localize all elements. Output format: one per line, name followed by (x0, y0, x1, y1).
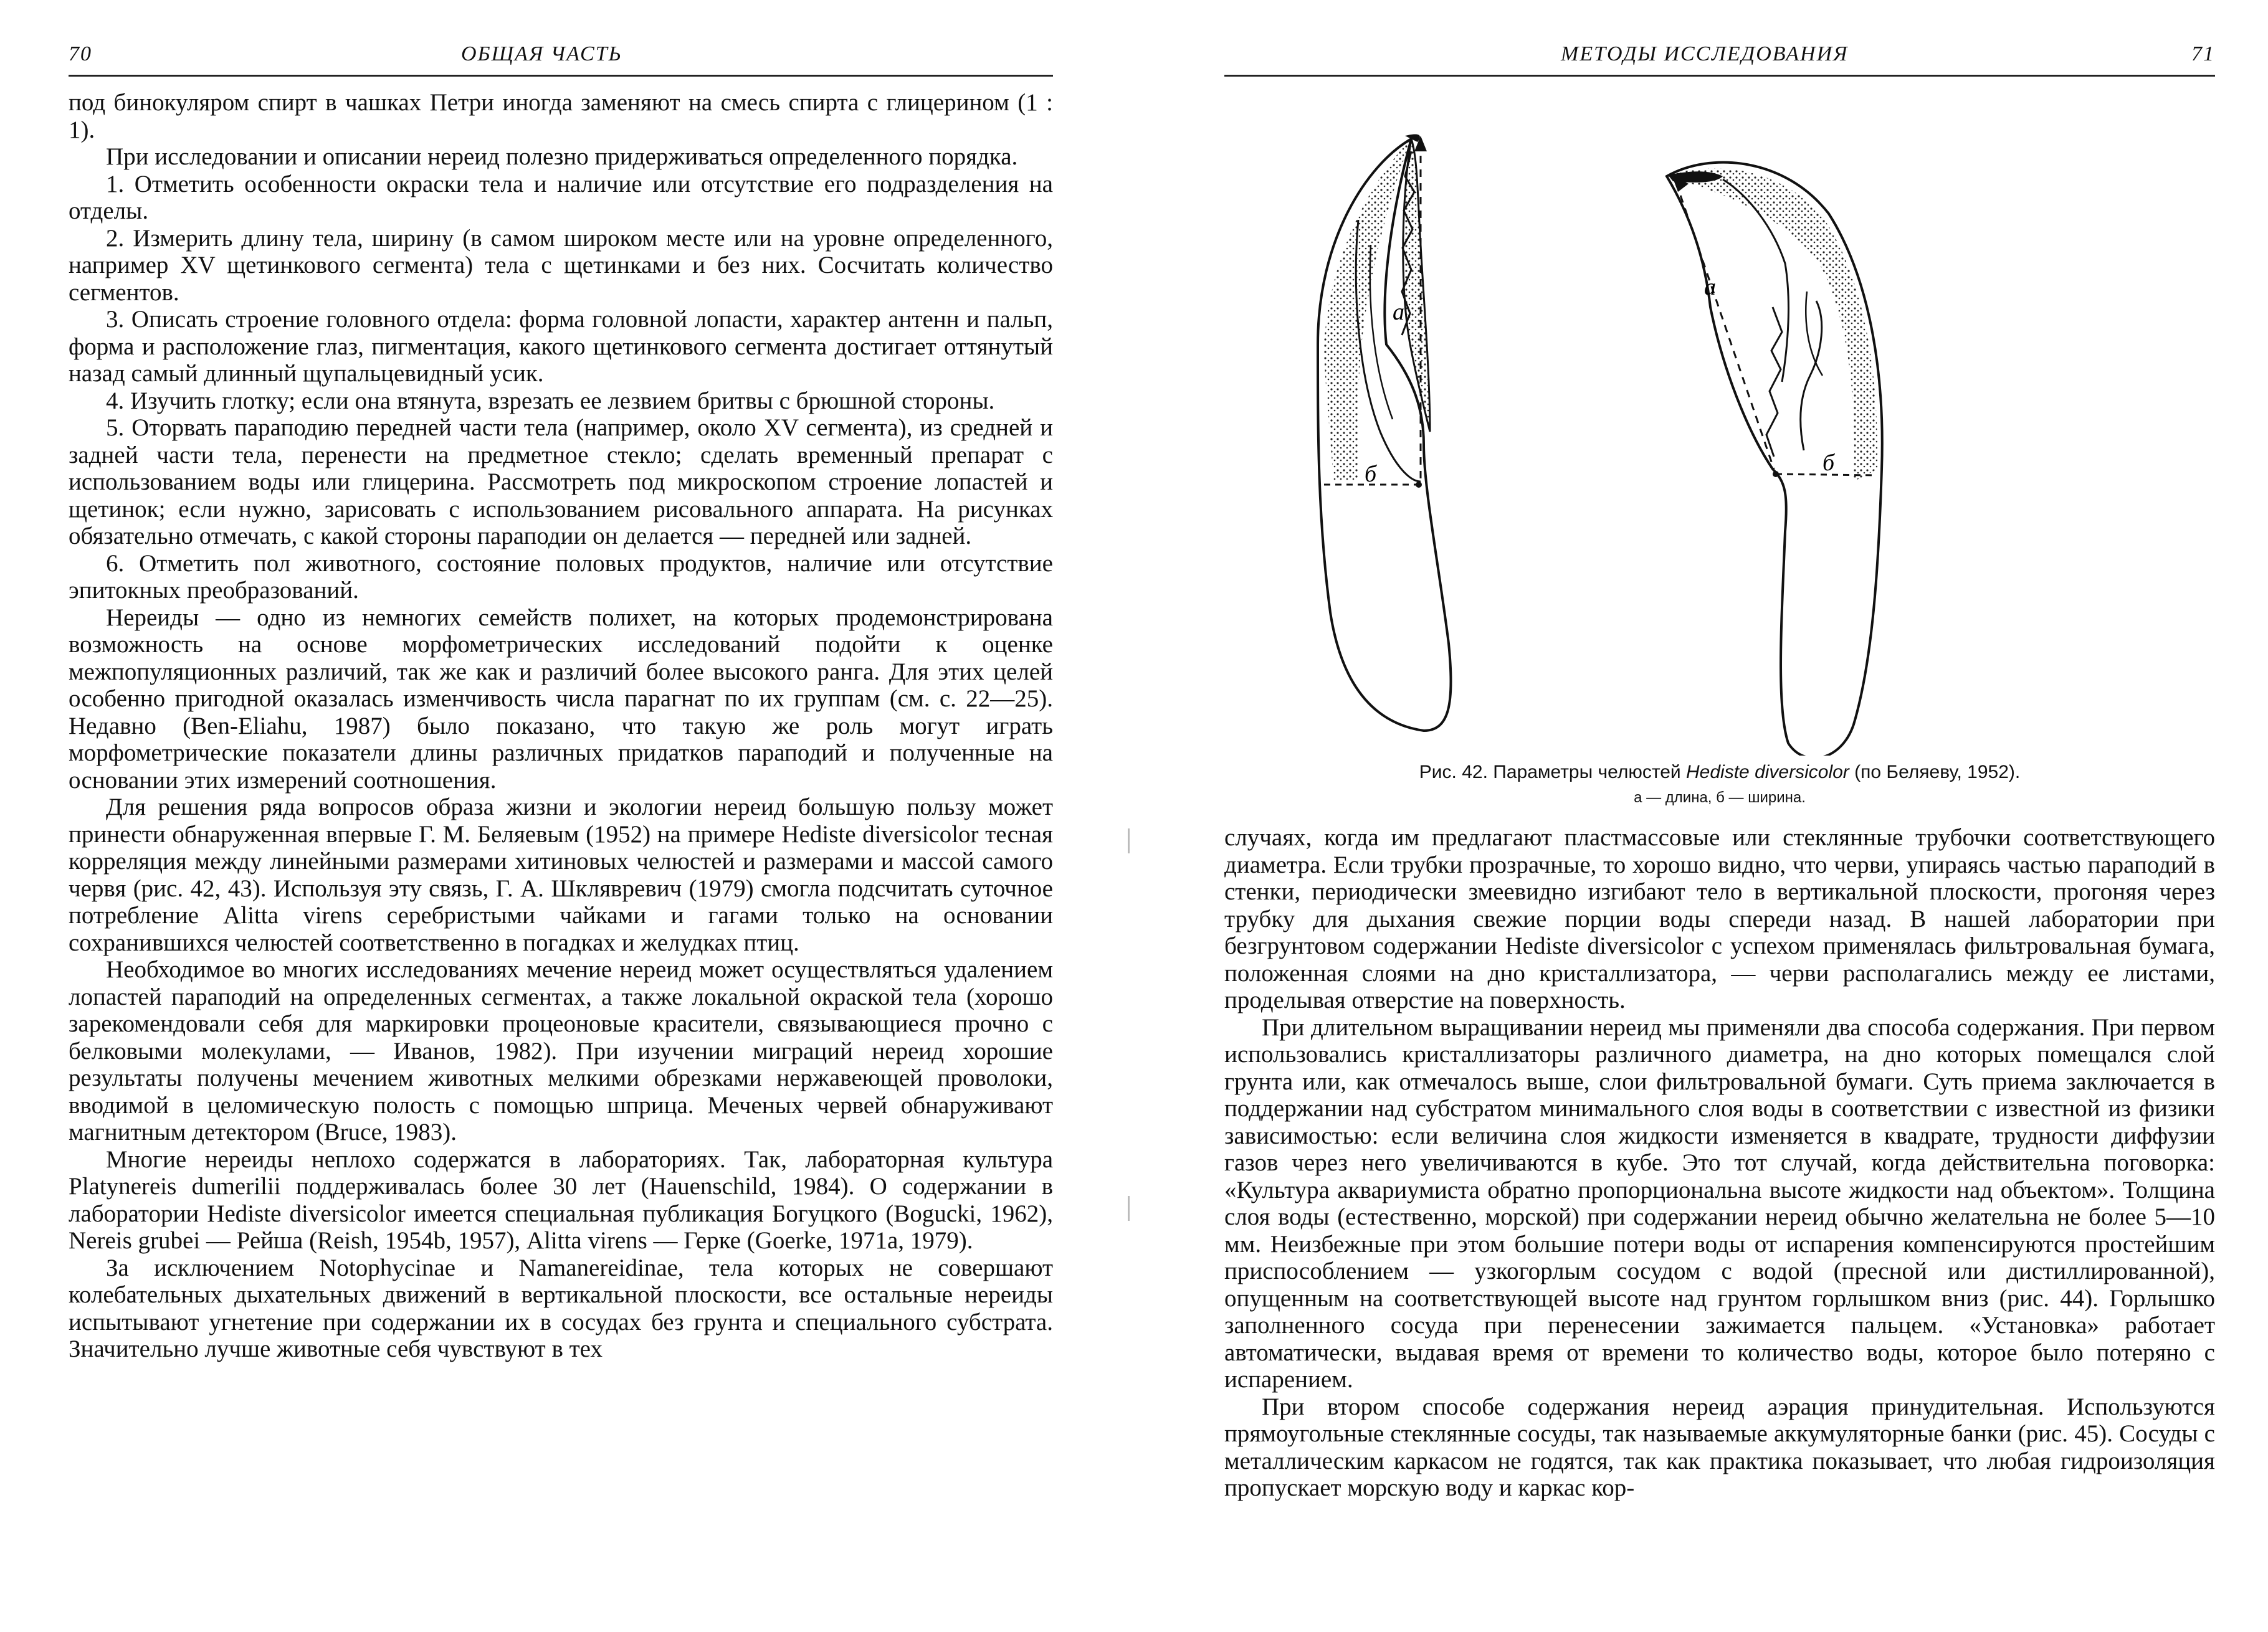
right-jaw (1667, 163, 1882, 756)
caption-species: Hediste diversicolor (1686, 762, 1849, 782)
jaw-illustration (1224, 83, 2215, 756)
paragraph: При исследовании и описании нереид полезно придерживаться определенного порядка. (106, 143, 1018, 170)
paragraph: случаях, когда им предлагают пластмассовые или стеклянные трубочки соответствующего диаметра. Если трубки прозрачные, то хорошо видно, что черви, упираясь частью параподий в стенки, периодически змеевидно изгибают тело в вертикальной плоскости, прогоняя через трубку для дыхания свежие порции воды спереди назад. В нашей лаборатории при безгрунтовом содержании Hediste diversicolor с успехом применялась фильтровальная бумага, положенная слоями на дно кристаллизатора, — черви располагались между ее листами, проделывая отверстие на поверхность. (1224, 824, 2215, 1013)
label-a-left: а (1393, 299, 1404, 325)
paragraph: При втором способе содержания нереид аэрация принудительная. Используются прямоугольные стеклянные сосуды, так называемые аккумуляторные банки (рис. 45). Сосуды с металлическим каркасом не годятся, так как практика показывает, что любая гидроизоляция пропускает морскую воду и каркас кор- (1224, 1393, 2215, 1501)
gutter-mark (1128, 828, 1130, 853)
running-head-right (1224, 37, 2215, 77)
paragraph: 4. Изучить глотку; если она втянута, взрезать ее лезвием бритвы с брюшной стороны. (106, 387, 995, 414)
figure-42 (1224, 83, 2215, 806)
paragraph: Необходимое во многих исследованиях мечение нереид может осуществляться удалением лопастей параподий на определенных сегментах, а также локальной окраской тела (хорошо зарекомендовали себя для маркировки процеоновые красители, связывающиеся прочно с белковыми молекулами, — Иванов, 1982). При изучении миграций нереид хорошие результаты получены мечением животных мелкими обрезками нержавеющей проволоки, вводимой в целомическую полость с помощью шприца. Меченых червей обнаруживают магнитным детектором (Bruce, 1983). (69, 956, 1053, 1146)
running-title-right: МЕТОДЫ ИССЛЕДОВАНИЯ (1561, 42, 1849, 65)
left-body-text (69, 89, 1053, 1363)
paragraph: Для решения ряда вопросов образа жизни и экологии нереид большую пользу может принести обнаруженная впервые Г. М. Беляевым (1952) на примере Hediste diversicolor тесная корреляция между линейными размерами хитиновых челюстей и размерами и массой самого червя (рис. 42, 43). Используя эту связь, Г. А. Шклявревич (1979) смогла подсчитать суточное потребление Alitta virens серебристыми чайками и гагами только на основании сохранившихся челюстей соответственно в погадках и желудках птиц. (69, 794, 1053, 956)
label-b-left: б (1365, 461, 1377, 487)
label-a-right: а (1704, 274, 1716, 300)
left-page (69, 37, 1053, 1620)
page-number-left: 70 (69, 42, 92, 65)
label-b-right: б (1822, 450, 1835, 476)
paragraph: под бинокуляром спирт в чашках Петри иногда заменяют на смесь спирта с глицерином (1 : 1). (69, 89, 1053, 143)
caption-prefix: Рис. 42. Параметры челюстей (1419, 762, 1687, 782)
figure-caption (1224, 762, 2215, 807)
paragraph: 5. Оторвать параподию передней части тела (например, около XV сегмента), из средней и задней части тела, перенести на предметное стекло; сделать временный препарат с использованием воды или глицерина. Рассмотреть под микроскопом строение лопастей и щетинок; если нужно, зарисовать с использованием рисовального аппарата. На рисунках обязательно отмечать, с какой стороны параподии он делается — передней или задней. (69, 414, 1053, 549)
paragraph: 2. Измерить длину тела, ширину (в самом широком месте или на уровне определенного, например XV щетинкового сегмента) тела с щетинками и без них. Сосчитать количество сегментов. (69, 224, 1053, 306)
paragraph: 6. Отметить пол животного, состояние половых продуктов, наличие или отсутствие эпитокных преобразований. (69, 549, 1053, 604)
caption-main (1224, 762, 2215, 783)
running-title-left: ОБЩАЯ ЧАСТЬ (461, 42, 622, 65)
caption-legend: а — длина, б — ширина. (1634, 789, 1806, 806)
right-page (1224, 37, 2215, 1620)
paragraph: Нереиды — одно из немногих семейств полихет, на которых продемонстрирована возможность на основе морфометрических исследований подойти к оценке межпопуляционных различий, так же как и различий более высокого ранга. Для этих целей особенно пригодной оказалась изменчивость числа парагнат по их группам (см. с. 22—25). Недавно (Ben-Eliahu, 1987) было показано, что такую же роль могут играть морфометрические показатели длины различных придатков параподий и полученные на основании этих измерений соотношения. (69, 604, 1053, 794)
paragraph: 1. Отметить особенности окраски тела и наличие или отсутствие его подразделения на отделы. (69, 170, 1053, 224)
caption-suffix: (по Беляеву, 1952). (1849, 762, 2021, 782)
paragraph: При длительном выращивании нереид мы применяли два способа содержания. При первом использовались кристаллизаторы различного диаметра, на дно которых помещался слой грунта или, как отмечалось выше, слои фильтровальной бумаги. Суть приема заключается в поддержании над субстратом минимального слоя воды в соответствии с известной из физики зависимостью: если величина слоя жидкости изменяется в квадрате, трудности диффузии газов через него увеличиваются в кубе. Это тот случай, когда действительна поговорка: «Культура аквариумиста обратно пропорциональна высоте жидкости над объектом». Толщина слоя воды (естественно, морской) при содержании нереид обычно желательна не более 5—10 мм. Неизбежные при этом большие потери воды от испарения компенсируются простейшим приспособлением — узкогорлым сосудом с водой (пресной или дистиллированной), опущенным на соответствующей высоте над грунтом горлышком вниз (рис. 44). Горлышко заполненного сосуда при перенесении зажимается пальцем. «Установка» работает автоматически, выдавая время от времени то количество воды, которое было потеряно с испарением. (1224, 1013, 2215, 1393)
left-jaw (1318, 134, 1451, 731)
page-number-right: 71 (2191, 42, 2215, 65)
paragraph: 3. Описать строение головного отдела: форма головной лопасти, характер антенн и пальп, форма и расположение глаз, пигментация, какого щетинкового сегмента достигает оттянутый назад самый длинный щупальцевидный усик. (69, 306, 1053, 387)
gutter-mark (1128, 1196, 1130, 1221)
right-body-text (1224, 824, 2215, 1502)
running-head-left (69, 37, 1053, 77)
paragraph: За исключением Notophycinae и Namanereidinae, тела которых не совершают колебательных дыхательных движений в вертикальной плоскости, все остальные нереиды испытывают угнетение при содержании их в сосудах без грунта и специального субстрата. Значительно лучше животные себя чувствуют в тех (69, 1254, 1053, 1362)
paragraph: Многие нереиды неплохо содержатся в лабораториях. Так, лабораторная культура Platynereis dumerilii поддерживалась более 30 лет (Hauenschild, 1984). О содержании в лаборатории Hediste diversicolor имеется специальная публикация Богуцкого (Bogucki, 1962), Nereis grubei — Рейша (Reish, 1954b, 1957), Alitta virens — Герке (Goerke, 1971a, 1979). (69, 1146, 1053, 1254)
